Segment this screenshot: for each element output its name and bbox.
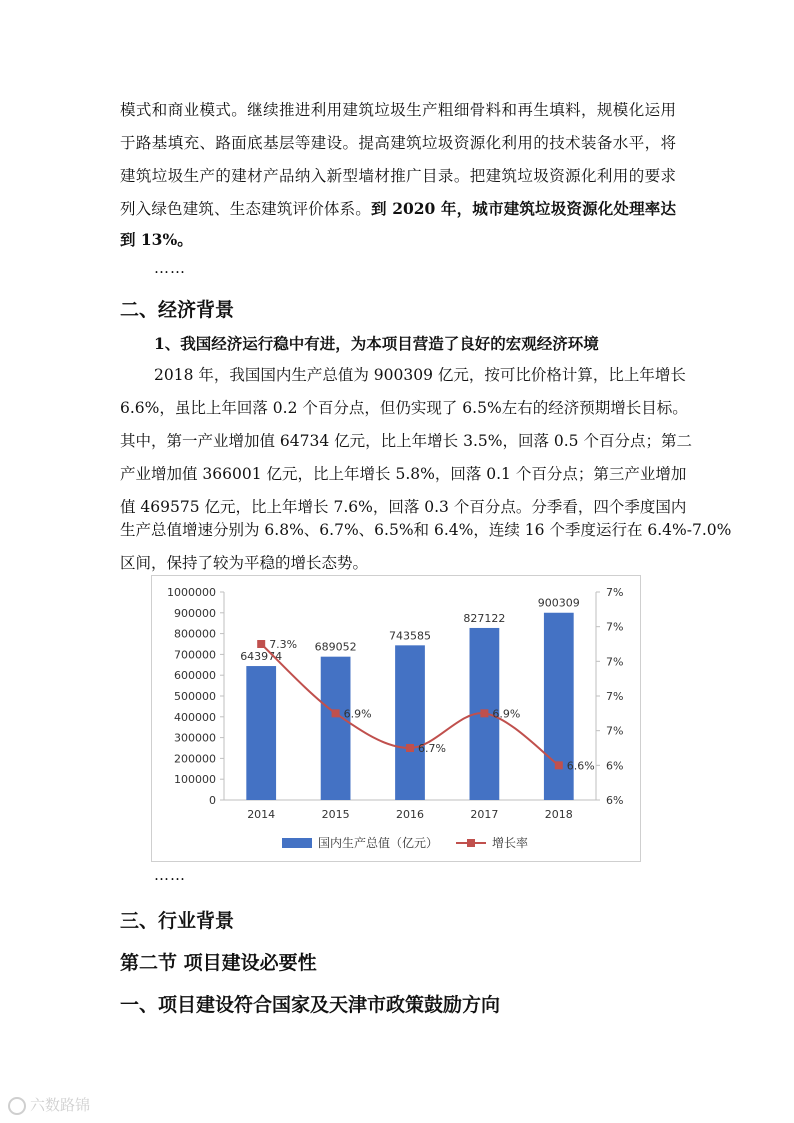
growth-rate-point	[257, 640, 265, 648]
legend-gdp-label: 国内生产总值（亿元）	[318, 836, 439, 850]
y-left-tick-label: 900000	[174, 606, 216, 620]
y-right-tick-label: 6%	[606, 759, 624, 773]
chart-svg	[152, 576, 640, 861]
y-left-tick-label: 1000000	[167, 586, 216, 599]
y-left-tick-label: 400000	[174, 710, 216, 724]
heading-section-necessity: 第二节 项目建设必要性	[120, 952, 317, 974]
growth-rate-label: 7.3%	[269, 638, 298, 651]
y-left-tick-label: 700000	[174, 648, 216, 662]
y-left-tick-label: 600000	[174, 669, 216, 683]
x-tick-label: 2018	[544, 808, 573, 821]
y-left-tick-label: 100000	[174, 773, 216, 787]
para2-line2: 6.6%，虽比上年回落 0.2 个百分点，但仍实现了 6.5%左右的经济预期增长目标。	[120, 399, 688, 417]
gdp-bar	[321, 657, 351, 800]
y-left-tick-label: 500000	[174, 690, 216, 703]
subheading-macro-economy: 1、我国经济运行稳中有进，为本项目营造了良好的宏观经济环境	[154, 334, 599, 353]
para1-line4	[120, 197, 676, 219]
watermark	[8, 1094, 90, 1115]
y-right-tick-label: 7%	[606, 724, 624, 738]
para2-line1: 2018 年，我国国内生产总值为 900309 亿元，按可比价格计算，比上年增长	[154, 366, 686, 384]
growth-rate-label: 6.7%	[418, 742, 446, 755]
watermark-text: 六数路锦	[30, 1096, 91, 1114]
x-tick-label: 2014	[247, 808, 276, 821]
para1-line4-bold: 到 2020 年，城市建筑垃圾资源化处理率达	[370, 199, 676, 218]
y-right-tick-label: 6%	[606, 794, 624, 807]
heading-industry-background: 三、行业背景	[120, 910, 235, 932]
para1-line5: 到 13%。	[120, 230, 193, 249]
gdp-bar	[246, 666, 276, 800]
watermark-logo-icon	[8, 1097, 26, 1115]
para2-line7: 区间，保持了较为平稳的增长态势。	[120, 554, 369, 572]
gdp-bar-label: 689052	[314, 640, 357, 654]
y-left-tick-label: 200000	[174, 752, 216, 766]
growth-rate-point	[480, 709, 488, 717]
y-right-tick-label: 7%	[606, 620, 624, 634]
x-tick-label: 2015	[321, 808, 350, 821]
legend-growth-label: 增长率	[492, 836, 529, 850]
y-left-tick-label: 800000	[174, 627, 216, 641]
growth-rate-label: 6.9%	[343, 707, 372, 721]
gdp-bar	[395, 645, 425, 800]
gdp-bar-label: 643974	[240, 650, 283, 664]
para1-line1: 模式和商业模式。继续推进利用建筑垃圾生产粗细骨料和再生填料，规模化运用	[120, 101, 676, 119]
para1-line3: 建筑垃圾生产的建材产品纳入新型墙材推广目录。把建筑垃圾资源化利用的要求	[120, 167, 676, 185]
legend-growth-marker	[467, 839, 475, 847]
legend-gdp-swatch	[282, 838, 312, 848]
gdp-bar-label: 743585	[389, 629, 431, 643]
para2-line6: 生产总值增速分别为 6.8%、6.7%、6.5%和 6.4%，连续 16 个季度运行在 6.4%-7.0%	[120, 521, 732, 539]
y-left-tick-label: 0	[209, 794, 216, 807]
para2-line4: 产业增加值 366001 亿元，比上年增长 5.8%，回落 0.1 个百分点；第三产业增加	[120, 465, 687, 483]
growth-rate-point	[555, 761, 563, 769]
y-right-tick-label: 7%	[606, 655, 624, 669]
growth-rate-label: 6.6%	[566, 759, 595, 773]
growth-rate-point	[332, 709, 340, 717]
ellipsis-1: ……	[154, 259, 186, 277]
growth-rate-point	[406, 744, 414, 752]
y-left-tick-label: 300000	[174, 731, 216, 745]
heading-economic-background: 二、经济背景	[120, 299, 235, 321]
x-tick-label: 2016	[396, 808, 424, 821]
x-tick-label: 2017	[470, 808, 499, 821]
y-right-tick-label: 7%	[606, 586, 624, 599]
gdp-bar-label: 827122	[463, 611, 506, 625]
para2-line3: 其中，第一产业增加值 64734 亿元，比上年增长 3.5%，回落 0.5 个百分点；第二	[120, 432, 692, 450]
gdp-growth-chart	[151, 575, 641, 862]
para1-line2: 于路基填充、路面底基层等建设。提高建筑垃圾资源化利用的技术装备水平，将	[120, 134, 676, 152]
para2-line5: 值 469575 亿元，比上年增长 7.6%，回落 0.3 个百分点。分季看，四个季度国内	[120, 498, 687, 516]
para1-line4-normal: 列入绿色建筑、生态建筑评价体系。	[120, 200, 371, 218]
growth-rate-label: 6.9%	[492, 707, 521, 721]
heading-policy-direction: 一、项目建设符合国家及天津市政策鼓励方向	[120, 994, 501, 1016]
gdp-bar-label: 900309	[537, 596, 580, 610]
y-right-tick-label: 7%	[606, 690, 624, 703]
ellipsis-2: ……	[154, 866, 186, 884]
